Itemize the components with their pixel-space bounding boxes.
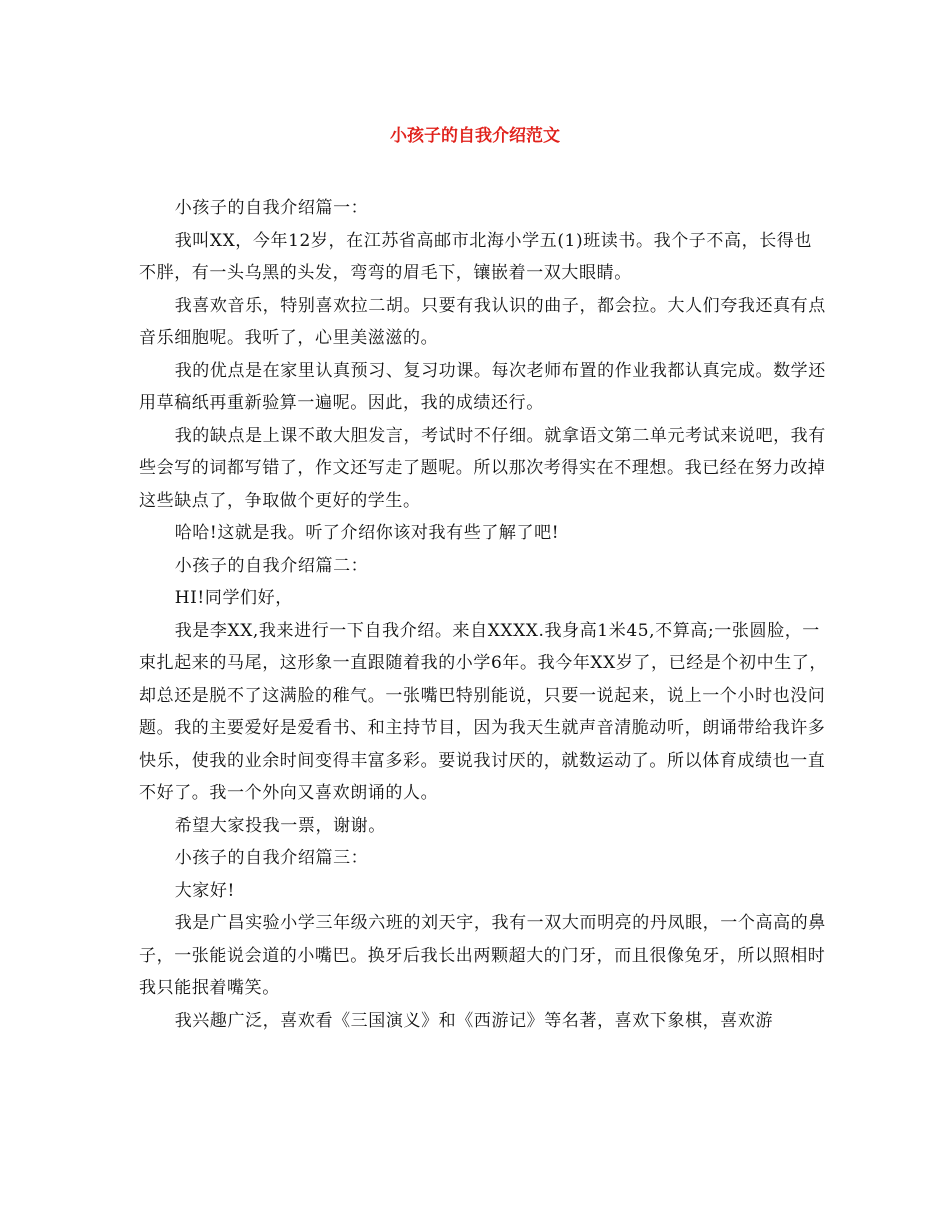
paragraph: 我是广昌实验小学三年级六班的刘天宇，我有一双大而明亮的丹凤眼，一个高高的鼻子，一张能说会道的小嘴巴。换牙后我长出两颗超大的门牙，而且很像兔牙，所以照相时我只能抿着嘴笑。 <box>139 913 826 998</box>
paragraph: HI!同学们好， <box>174 588 293 608</box>
paragraph: 我喜欢音乐，特别喜欢拉二胡。只要有我认识的曲子，都会拉。大人们夸我还真有点音乐细胞呢。我听了，心里美滋滋的。 <box>139 295 826 348</box>
section-heading: 小孩子的自我介绍篇二： <box>174 555 369 576</box>
paragraph: 希望大家投我一票，谢谢。 <box>174 815 386 836</box>
section-heading: 小孩子的自我介绍篇三： <box>174 848 369 868</box>
paragraph: 哈哈!这就是我。听了介绍你该对我有些了解了吧! <box>174 523 560 543</box>
paragraph: 大家好! <box>174 880 235 901</box>
paragraph: 我的优点是在家里认真预习、复习功课。每次老师布置的作业我都认真完成。数学还用草稿纸再重新验算一遍呢。因此，我的成绩还行。 <box>139 360 826 413</box>
paragraph: 我叫XX，今年12岁，在江苏省高邮市北海小学五(1)班读书。我个子不高，长得也不胖，有一头乌黑的头发，弯弯的眉毛下，镶嵌着一双大眼睛。 <box>139 230 813 283</box>
paragraph: 我的缺点是上课不敢大胆发言，考试时不仔细。就拿语文第二单元考试来说吧，我有些会写的词都写错了，作文还写走了题呢。所以那次考得实在不理想。我已经在努力改掉这些缺点了，争取做个更好的学生。 <box>139 425 826 511</box>
document-body <box>139 192 829 1037</box>
paragraph: 我是李XX,我来进行一下自我介绍。来自XXXX.我身高1米45,不算高;一张圆脸，一束扎起来的马尾，这形象一直跟随着我的小学6年。我今年XX岁了，已经是个初中生了，却总还是脱不了这满脸的稚气。一张嘴巴特别能说，只要一说起来，说上一个小时也没问题。我的主要爱好是爱看书、和主持节目，因为我天生就声音清脆动听，朗诵带给我许多快乐，使我的业余时间变得丰富多彩。要说我讨厌的，就数运动了。所以体育成绩也一直不好了。我一个外向又喜欢朗诵的人。 <box>139 620 828 803</box>
paragraph: 我兴趣广泛，喜欢看《三国演义》和《西游记》等名著，喜欢下象棋，喜欢游 <box>174 1010 774 1031</box>
document-title: 小孩子的自我介绍范文 <box>390 126 560 146</box>
section-heading: 小孩子的自我介绍篇一： <box>174 198 369 218</box>
